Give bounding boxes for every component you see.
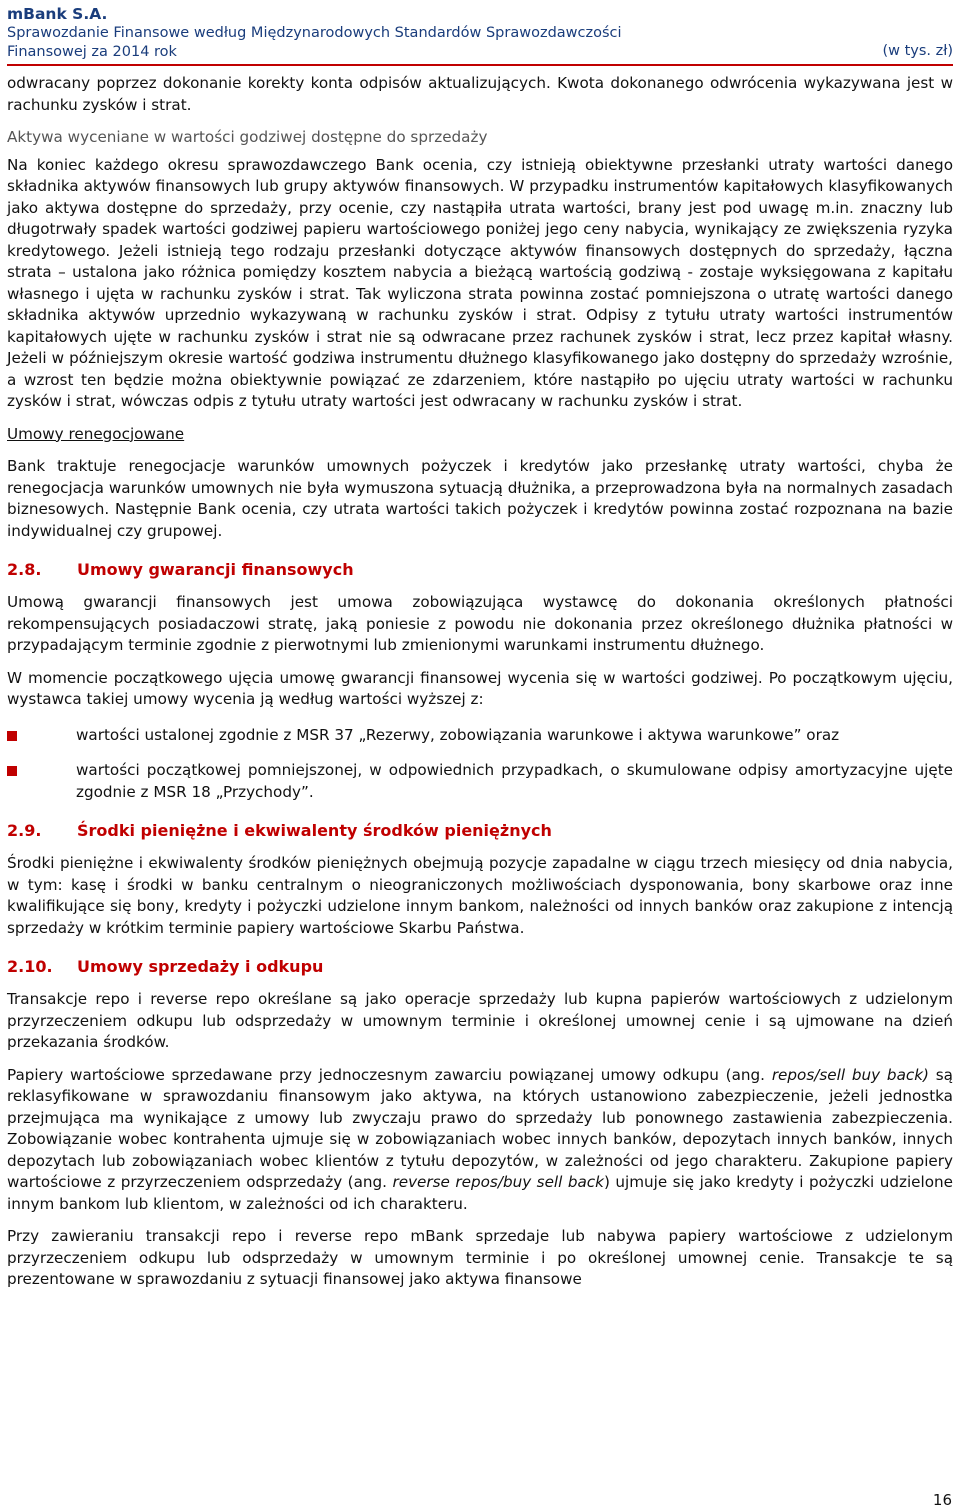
bullet-square-icon	[7, 731, 17, 741]
paragraph-intro: odwracany poprzez dokonanie korekty konta odpisów aktualizujących. Kwota dokonanego odwrócenia wykazywana jest w rachunku zysków i strat.	[7, 74, 953, 114]
section-number: 2.10.	[7, 957, 53, 976]
paragraph-2-9: Środki pieniężne i ekwiwalenty środków pieniężnych obejmują pozycje zapadalne w ciągu trzech miesięcy od dnia nabycia, w tym: kasę i środki w banku centralnym o nieograniczonych możliwościach dysponowania, bony skarbowe oraz inne kwalifikujące się bony, kredyty i pożyczki udzielone innym bankom, należności od innych banków oraz zakupione z intencją sprzedaży w krótkim terminie papiery wartościowe Skarbu Państwa.	[7, 854, 953, 937]
company-name: mBank S.A.	[7, 5, 108, 23]
list-item-text: wartości początkowej pomniejszonej, w odpowiednich przypadkach, o skumulowane odpisy amortyzacyjne ujęte zgodnie z MSR 18 „Przychody”.	[76, 761, 953, 801]
paragraph-2-10-a: Transakcje repo i reverse repo określane są jako operacje sprzedaży lub kupna papierów wartościowych z udzielonym przyrzeczeniem odkupu lub odsprzedaży w umownym terminie i określonej umownej cenie i są ujmowane na dzień przekazania środków.	[7, 990, 953, 1051]
list-item	[7, 725, 953, 747]
page-number: 16	[932, 1491, 952, 1509]
section-2-9-heading	[7, 820, 953, 842]
header-divider	[7, 64, 953, 66]
paragraph-2-10-c: Przy zawieraniu transakcji repo i reverse repo mBank sprzedaje lub nabywa papiery wartościowe z udzielonym przyrzeczeniem odkupu lub odsprzedaży w umownym terminie i po określonej umownej cenie. Transakcje te są prezentowane w sprawozdaniu z sytuacji finansowej jako aktywa finansowe	[7, 1227, 953, 1288]
section-number: 2.8.	[7, 560, 42, 579]
text-run-italic: repos/sell buy back)	[771, 1065, 929, 1084]
paragraph-2-10-b	[7, 1065, 953, 1216]
bullet-square-icon	[7, 766, 17, 776]
report-title-line1: Sprawozdanie Finansowe według Międzynarodowych Standardów Sprawozdawczości	[7, 25, 622, 41]
section-number: 2.9.	[7, 821, 42, 840]
subheading-afs: Aktywa wyceniane w wartości godziwej dostępne do sprzedaży	[7, 128, 488, 146]
subheading-renegotiated: Umowy renegocjowane	[7, 424, 185, 443]
section-title: Umowy gwarancji finansowych	[77, 560, 354, 579]
section-title: Środki pieniężne i ekwiwalenty środków pieniężnych	[77, 821, 552, 840]
report-title-line2: Finansowej za 2014 rok	[7, 44, 177, 60]
currency-unit: (w tys. zł)	[882, 43, 953, 59]
bullet-list	[7, 725, 953, 804]
report-title-row	[7, 43, 953, 62]
section-2-10-heading	[7, 956, 953, 978]
paragraph-2-8-b: W momencie początkowego ujęcia umowę gwarancji finansowej wycenia się w wartości godziwej. Po początkowym ujęciu, wystawca takiej umowy wycenia ją według wartości wyższej z:	[7, 668, 953, 708]
text-run-italic: reverse repos/buy sell back	[392, 1173, 604, 1191]
paragraph-afs: Na koniec każdego okresu sprawozdawczego Bank ocenia, czy istnieją obiektywne przesłanki utraty wartości danego składnika aktywów finansowych lub grupy aktywów finansowych. W przypadku instrumentów kapitałowych klasyfikowanych jako aktywa dostępne do sprzedaży, przy ocenie, czy nastąpiła utrata wartości, brany jest pod uwagę m.in. znaczny lub długotrwały spadek wartości godziwej papieru wartościowego poniżej jego ceny nabycia, wynikający ze zwiększenia ryzyka kredytowego. Jeżeli istnieją tego rodzaju przesłanki dotyczące aktywów finansowych dostępnych do sprzedaży, łączna strata – ustalona jako różnica pomiędzy kosztem nabycia a bieżącą wartością godziwą - zostaje wyksięgowana z kapitału własnego i ujęta w rachunku zysków i strat. Tak wyliczona strata powinna zostać pomniejszona o utratę wartości danego składnika aktywów uprzednio wykazywaną w rachunku zysków i strat. Odpisy z tytułu utraty wartości instrumentów kapitałowych ujęte w rachunku zysków i strat nie są odwracane przez rachunek zysków i strat, lecz przez kapitał własny. Jeżeli w późniejszym okresie wartość godziwa instrumentu dłużnego klasyfikowanego jako dostępny do sprzedaży wzrośnie, a wzrost ten będzie można obiektywnie powiązać ze zdarzeniem, które nastąpiło po ujęciu utraty wartości w rachunku zysków i strat, wówczas odpis z tytułu utraty wartości jest odwracany w rachunku zysków i strat.	[7, 155, 953, 410]
list-item	[7, 760, 953, 803]
paragraph-2-8-a: Umową gwarancji finansowych jest umowa zobowiązująca wystawcę do dokonania określonych płatności rekompensujących posiadaczowi stratę, jaką poniesie z powodu nie dokonania przez określonego dłużnika płatności w przypadającym terminie zgodnie z pierwotnymi lub zmienionymi warunkami instrumentu dłużnego.	[7, 593, 953, 654]
text-run: ) ujmuje się jako kredyty i pożyczki udzielone innym bankom lub klientom, w zależności od ich charakteru.	[7, 1173, 953, 1213]
text-run: Papiery wartościowe sprzedawane przy jednoczesnym zawarciu powiązanej umowy odkupu (ang.	[7, 1065, 772, 1084]
section-2-8-heading	[7, 559, 953, 581]
text-run: są reklasyfikowane w sprawozdaniu finansowym jako aktywa, na których ustanowiono zabezpieczenie, jeżeli jednostka przejmująca ma wynikające z umowy lub zwyczaju prawo do sprzedaży lub ponownego zastawienia zabezpieczenia. Zobowiązanie wobec kontrahenta ujmuje się w zobowiązaniach wobec innych banków, depozytach innych banków, innych depozytach lub zobowiązaniach wobec klientów z tytułu depozytów, w zależności od jego charakteru. Zakupione papiery wartościowe z przyrzeczeniem odsprzedaży (ang.	[7, 1065, 953, 1191]
list-item-text: wartości ustalonej zgodnie z MSR 37 „Rezerwy, zobowiązania warunkowe i aktywa warunkowe” oraz	[76, 725, 840, 744]
document-body	[7, 73, 953, 1291]
page-header	[7, 4, 953, 62]
paragraph-renegotiated: Bank traktuje renegocjacje warunków umownych pożyczek i kredytów jako przesłankę utraty wartości, chyba że renegocjacja warunków umownych nie była wymuszona sytuacją dłużnika, a przeprowadzona była na normalnych zasadach biznesowych. Następnie Bank ocenia, czy utrata wartości takich pożyczek i kredytów powinna zostać rozpoznana na bazie indywidualnej czy grupowej.	[7, 457, 953, 540]
section-title: Umowy sprzedaży i odkupu	[77, 957, 324, 976]
